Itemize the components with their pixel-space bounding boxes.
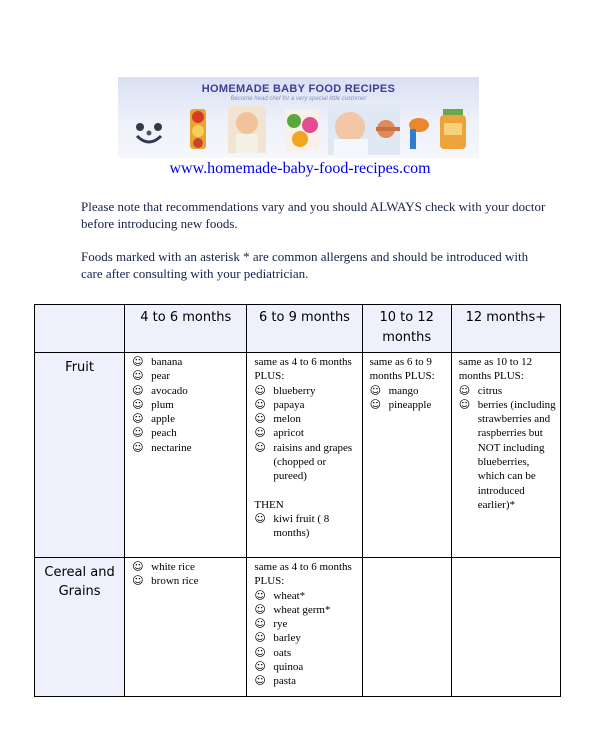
food-item: pasta bbox=[273, 675, 296, 688]
list-item bbox=[132, 574, 243, 588]
food-item: pineapple bbox=[388, 398, 432, 411]
banner-title: HOMEMADE BABY FOOD RECIPES bbox=[201, 83, 396, 95]
smiley-icon: ☺ bbox=[132, 412, 144, 426]
baby-eating-photo-icon bbox=[328, 105, 400, 155]
baby-photo-icon bbox=[228, 106, 266, 153]
smiley-icon: ☺ bbox=[254, 602, 266, 616]
food-list bbox=[132, 560, 243, 589]
food-list bbox=[459, 384, 557, 513]
food-item: banana bbox=[151, 356, 183, 368]
list-item bbox=[132, 398, 243, 412]
smiley-icon: ☺ bbox=[254, 412, 266, 426]
food-item: peach bbox=[151, 427, 177, 440]
smiley-face-food-icon bbox=[136, 123, 162, 142]
table-cell bbox=[362, 558, 451, 697]
list-item bbox=[254, 674, 358, 688]
list-item bbox=[254, 384, 358, 398]
smiley-icon: ☺ bbox=[132, 426, 144, 440]
smiley-icon: ☺ bbox=[254, 426, 266, 440]
list-item bbox=[254, 660, 358, 674]
smiley-icon: ☺ bbox=[132, 355, 144, 368]
smiley-icon: ☺ bbox=[254, 617, 266, 631]
food-item: white rice bbox=[151, 561, 195, 573]
smiley-icon: ☺ bbox=[458, 383, 471, 397]
list-item bbox=[370, 398, 448, 412]
list-item bbox=[254, 398, 358, 412]
table-cell bbox=[451, 353, 560, 558]
table-header-cell-6-9: 6 to 9 months bbox=[247, 305, 362, 353]
smiley-icon: ☺ bbox=[254, 383, 266, 397]
list-item bbox=[132, 369, 243, 383]
food-list bbox=[132, 355, 243, 455]
smiley-icon: ☺ bbox=[132, 574, 144, 588]
banner-image bbox=[118, 77, 479, 158]
smiley-icon: ☺ bbox=[458, 397, 471, 411]
smiley-icon: ☺ bbox=[254, 660, 266, 674]
food-item: apricot bbox=[273, 427, 304, 440]
table-row bbox=[35, 353, 561, 558]
food-group-label: Cereal and Grains bbox=[35, 558, 125, 697]
food-item: melon bbox=[273, 413, 301, 426]
food-item: barley bbox=[273, 632, 301, 645]
list-item bbox=[370, 384, 448, 398]
table-header-cell-12plus: 12 months+ bbox=[451, 305, 560, 353]
smiley-icon: ☺ bbox=[254, 440, 266, 454]
smiley-icon: ☺ bbox=[254, 397, 266, 411]
list-item bbox=[254, 589, 358, 603]
smiley-icon: ☺ bbox=[254, 674, 266, 688]
cell-intro: same as 10 to 12 months PLUS: bbox=[458, 356, 533, 383]
smiley-icon: ☺ bbox=[254, 511, 266, 525]
food-list bbox=[254, 384, 358, 484]
table-cell bbox=[362, 353, 451, 558]
site-url-link[interactable]: www.homemade-baby-food-recipes.com bbox=[169, 160, 431, 177]
list-item bbox=[459, 384, 557, 398]
food-item: quinoa bbox=[273, 661, 304, 674]
food-list bbox=[254, 589, 358, 689]
food-item: avocado bbox=[151, 384, 188, 397]
fruit-kabob-icon bbox=[190, 109, 206, 149]
table-header-cell-food bbox=[35, 305, 125, 353]
food-item: raisins and grapes (chopped or pureed) bbox=[273, 441, 353, 483]
food-item: oats bbox=[273, 646, 292, 659]
list-item bbox=[254, 412, 358, 426]
food-introduction-table bbox=[34, 304, 561, 697]
food-group-label: Fruit bbox=[35, 353, 125, 558]
banner-subtitle: Become head chef for a very special little customer bbox=[230, 96, 367, 102]
smiley-icon: ☺ bbox=[132, 397, 144, 411]
food-item: citrus bbox=[477, 384, 503, 397]
list-item bbox=[254, 617, 358, 631]
table-header-row bbox=[35, 305, 561, 353]
food-item: rye bbox=[273, 618, 288, 631]
list-item bbox=[132, 355, 243, 369]
list-item bbox=[459, 398, 557, 512]
smiley-icon: ☺ bbox=[132, 369, 144, 383]
table-cell bbox=[247, 353, 362, 558]
food-item: wheat germ* bbox=[273, 603, 331, 616]
food-item: kiwi fruit ( 8 months) bbox=[273, 512, 330, 540]
cell-intro: same as 4 to 6 months PLUS: bbox=[254, 356, 352, 383]
cell-intro: same as 4 to 6 months PLUS: bbox=[254, 561, 352, 588]
list-item bbox=[254, 441, 358, 484]
list-item bbox=[254, 646, 358, 660]
food-item: pear bbox=[151, 370, 171, 383]
smiley-icon: ☺ bbox=[369, 397, 382, 411]
list-item bbox=[132, 426, 243, 440]
smiley-icon: ☺ bbox=[132, 440, 144, 454]
table-row bbox=[35, 558, 561, 697]
food-item: papaya bbox=[273, 398, 305, 411]
food-list bbox=[254, 512, 358, 541]
food-item: brown rice bbox=[151, 575, 199, 588]
list-item bbox=[254, 512, 358, 541]
list-item bbox=[254, 631, 358, 645]
allergen-note: Foods marked with an asterisk * are common allergens and should be introduced with care after consulting with your pediatrician. bbox=[81, 249, 529, 281]
smiley-icon: ☺ bbox=[132, 560, 144, 573]
spoon-icon bbox=[409, 118, 429, 149]
then-label: THEN bbox=[254, 498, 284, 511]
baby-food-jar-icon bbox=[440, 109, 466, 149]
list-item bbox=[132, 560, 243, 574]
list-item bbox=[132, 384, 243, 398]
table-header-cell-10-12: 10 to 12 months bbox=[362, 305, 451, 353]
smiley-icon: ☺ bbox=[254, 631, 266, 645]
smiley-icon: ☺ bbox=[369, 383, 382, 397]
list-item bbox=[132, 412, 243, 426]
food-item: berries (including strawberries and raspberries but NOT including blueberries, which can be introduced earlier)* bbox=[477, 398, 556, 511]
food-item: nectarine bbox=[151, 441, 192, 454]
food-item: plum bbox=[151, 398, 174, 411]
table-cell bbox=[125, 353, 247, 558]
table-cell bbox=[451, 558, 560, 697]
colorful-food-icon bbox=[285, 109, 319, 151]
list-item bbox=[254, 426, 358, 440]
smiley-icon: ☺ bbox=[254, 588, 266, 602]
smiley-icon: ☺ bbox=[132, 383, 144, 397]
smiley-icon: ☺ bbox=[254, 645, 266, 659]
table-header-cell-4-6: 4 to 6 months bbox=[125, 305, 247, 353]
list-item bbox=[132, 441, 243, 455]
food-item: apple bbox=[151, 413, 175, 426]
banner-photos bbox=[128, 103, 473, 155]
food-item: blueberry bbox=[273, 384, 316, 397]
cell-intro: same as 6 to 9 months PLUS: bbox=[369, 356, 435, 383]
table-cell bbox=[247, 558, 362, 697]
food-item: wheat* bbox=[273, 589, 306, 602]
allergy-note: Please note that recommendations vary and you should ALWAYS check with your doctor before introducing new foods. bbox=[81, 199, 546, 231]
table-cell bbox=[125, 558, 247, 697]
list-item bbox=[254, 603, 358, 617]
food-list bbox=[370, 384, 448, 413]
food-item: mango bbox=[388, 384, 419, 397]
